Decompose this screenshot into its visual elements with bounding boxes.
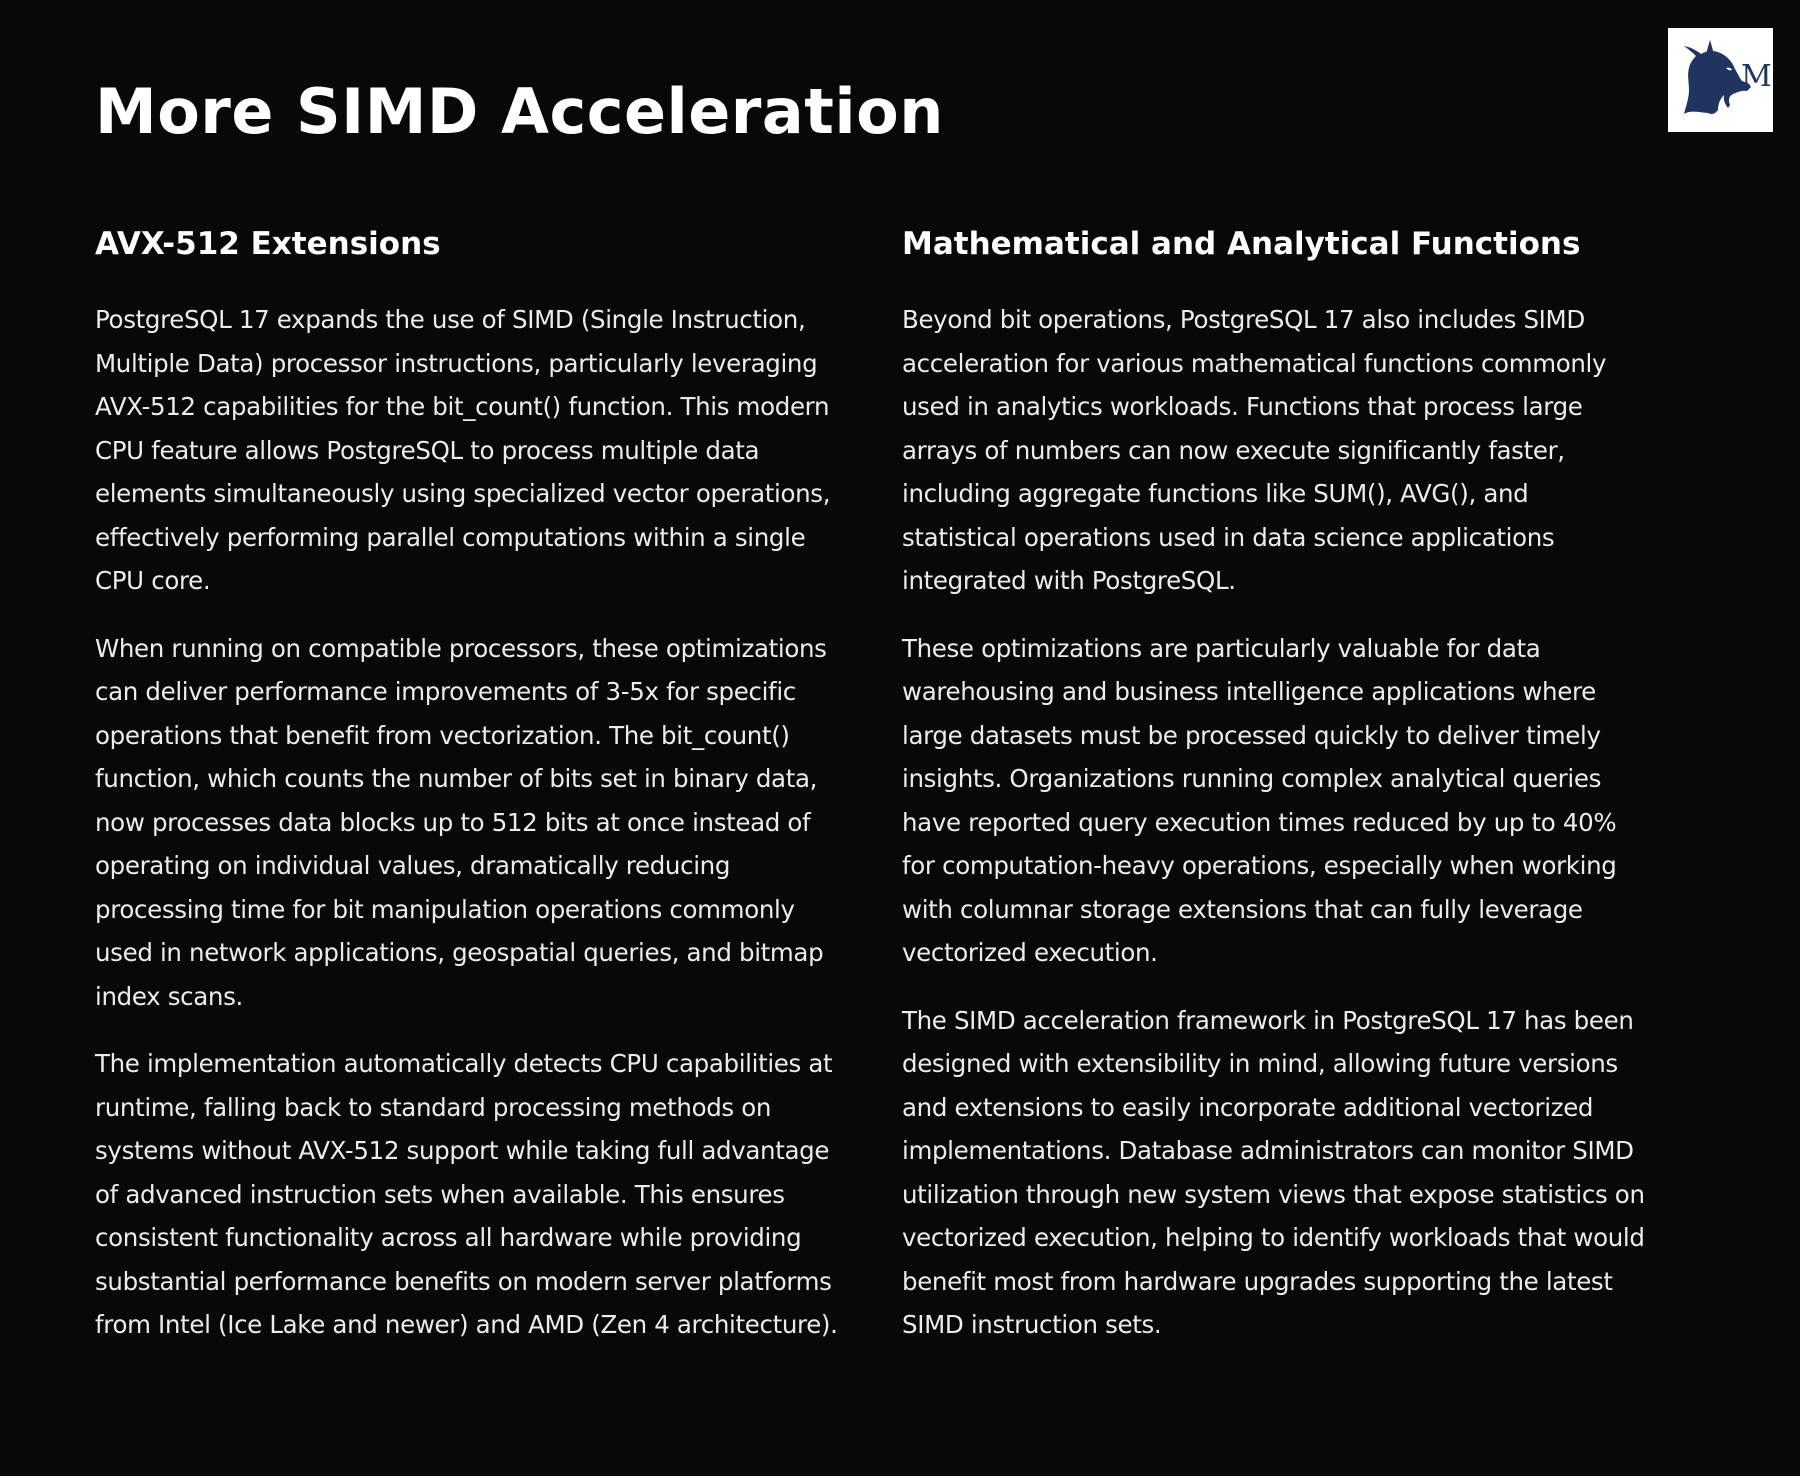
slide-title: More SIMD Acceleration — [95, 75, 944, 148]
logo-letter: M — [1741, 59, 1772, 94]
column-heading: Mathematical and Analytical Functions — [902, 226, 1581, 262]
column-avx512 — [95, 219, 840, 1371]
paragraph: PostgreSQL 17 expands the use of SIMD (Single Instruction, Multiple Data) processor instructions, particularly leveraging AVX-512 capabilities for the bit_count() function. This modern CPU feature allows PostgreSQL to process multiple data elements simultaneously using specialized vector operations, effectively performing parallel computations within a single CPU core. — [95, 305, 831, 595]
paragraph: These optimizations are particularly valuable for data warehousing and business intelligence applications where large datasets must be processed quickly to deliver timely insights. Organizations running complex analytical queries have reported query execution times reduced by up to 40% for computation-heavy operations, especially when working with columnar storage extensions that can fully leverage vectorized execution. — [902, 633, 1617, 967]
unicorn-logo-icon — [1668, 28, 1773, 132]
bottom-edge — [0, 1476, 1800, 1480]
paragraph: The implementation automatically detects CPU capabilities at runtime, falling back to standard processing methods on systems without AVX-512 support while taking full advantage of advanced instruction sets when available. This ensures consistent functionality across all hardware while providing substantial performance benefits on modern server platforms from Intel (Ice Lake and newer) and AMD (Zen 4 architecture). — [95, 1049, 838, 1339]
paragraph: The SIMD acceleration framework in PostgreSQL 17 has been designed with extensibility in mind, allowing future versions and extensions to easily incorporate additional vectorized implementations. Database administrators can monitor SIMD utilization through new system views that expose statistics on vectorized execution, helping to identify workloads that would benefit most from hardware upgrades supporting the latest SIMD instruction sets. — [902, 1005, 1645, 1339]
paragraph: Beyond bit operations, PostgreSQL 17 also includes SIMD acceleration for various mathematical functions commonly used in analytics workloads. Functions that process large arrays of numbers can now execute significantly faster, including aggregate functions like SUM(), AVG(), and statistical operations used in data science applications integrated with PostgreSQL. — [902, 305, 1607, 595]
column-heading: AVX-512 Extensions — [95, 226, 441, 262]
column-math-functions — [902, 219, 1647, 1371]
paragraph: When running on compatible processors, these optimizations can deliver performance improvements of 3-5x for specific operations that benefit from vectorization. The bit_count() function, which counts the number of bits set in binary data, now processes data blocks up to 512 bits at once instead of operating on individual values, dramatically reducing processing time for bit manipulation operations commonly used in network applications, geospatial queries, and bitmap index scans. — [95, 633, 827, 1011]
